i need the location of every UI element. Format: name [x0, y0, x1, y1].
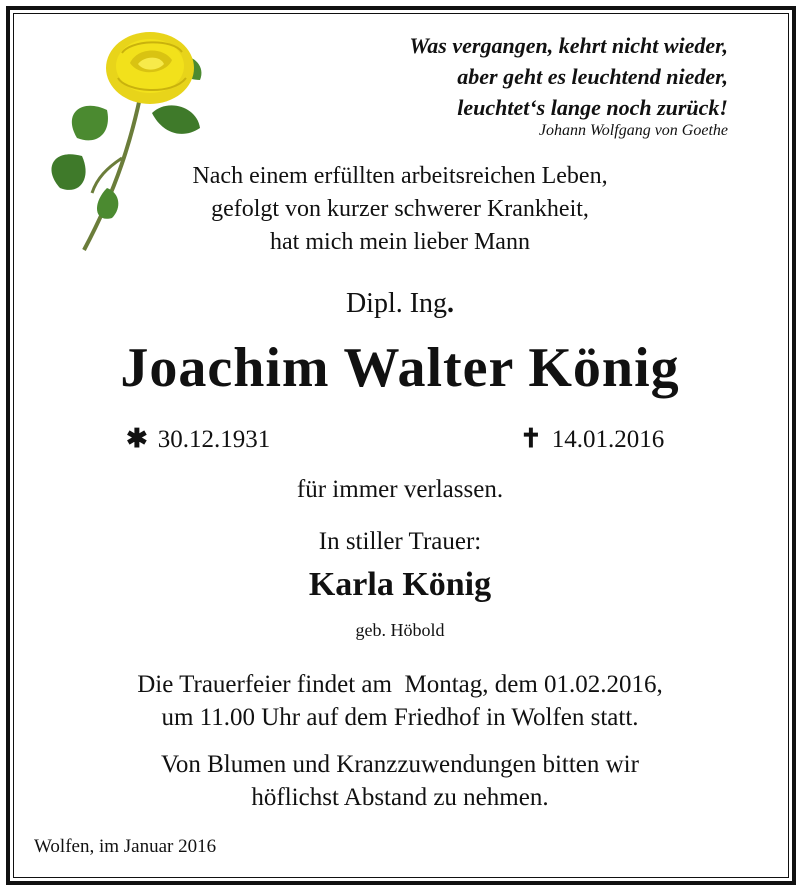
- flowers-line: Von Blumen und Kranzzuwendungen bitten wir: [161, 751, 639, 778]
- death-date: 14.01.2016: [551, 426, 665, 453]
- intro-line: Nach einem erfüllten arbeitsreichen Leben,: [192, 163, 608, 189]
- academic-title: [0, 288, 800, 320]
- closing-line: für immer verlassen.: [296, 476, 504, 503]
- mourner-name: Karla König: [308, 566, 492, 603]
- funeral-notice: [0, 668, 800, 734]
- birth-date-block: [126, 424, 270, 454]
- intro-line: gefolgt von kurzer schwerer Krankheit,: [211, 196, 589, 222]
- quote-line: Was vergangen, kehrt nicht wieder,: [409, 33, 728, 58]
- birth-star-icon: ✱: [126, 424, 148, 453]
- goethe-quote: [409, 30, 728, 123]
- intro-line: hat mich mein lieber Mann: [270, 229, 530, 255]
- funeral-line: um 11.00 Uhr auf dem Friedhof in Wolfen statt.: [161, 704, 639, 731]
- quote-line: aber geht es leuchtend nieder,: [457, 64, 728, 89]
- academic-title-text: Dipl. Ing: [345, 288, 448, 319]
- academic-title-dot: .: [447, 288, 455, 319]
- intro-text: [0, 160, 800, 259]
- death-date-block: [520, 424, 664, 454]
- death-cross-icon: ✝: [520, 424, 542, 453]
- place-and-date: Wolfen, im Januar 2016: [34, 836, 217, 857]
- mourning-intro: In stiller Trauer:: [318, 528, 482, 555]
- deceased-name: Joachim Walter König: [120, 337, 680, 399]
- flowers-line: höflichst Abstand zu nehmen.: [251, 784, 549, 811]
- quote-line: leuchtet‘s lange noch zurück!: [457, 95, 728, 120]
- flowers-notice: [0, 748, 800, 814]
- funeral-line: Die Trauerfeier findet am Montag, dem 01.02.2016,: [137, 671, 663, 698]
- maiden-name: geb. Höbold: [355, 620, 445, 640]
- quote-author: Johann Wolfgang von Goethe: [538, 122, 728, 139]
- birth-date: 30.12.1931: [157, 426, 271, 453]
